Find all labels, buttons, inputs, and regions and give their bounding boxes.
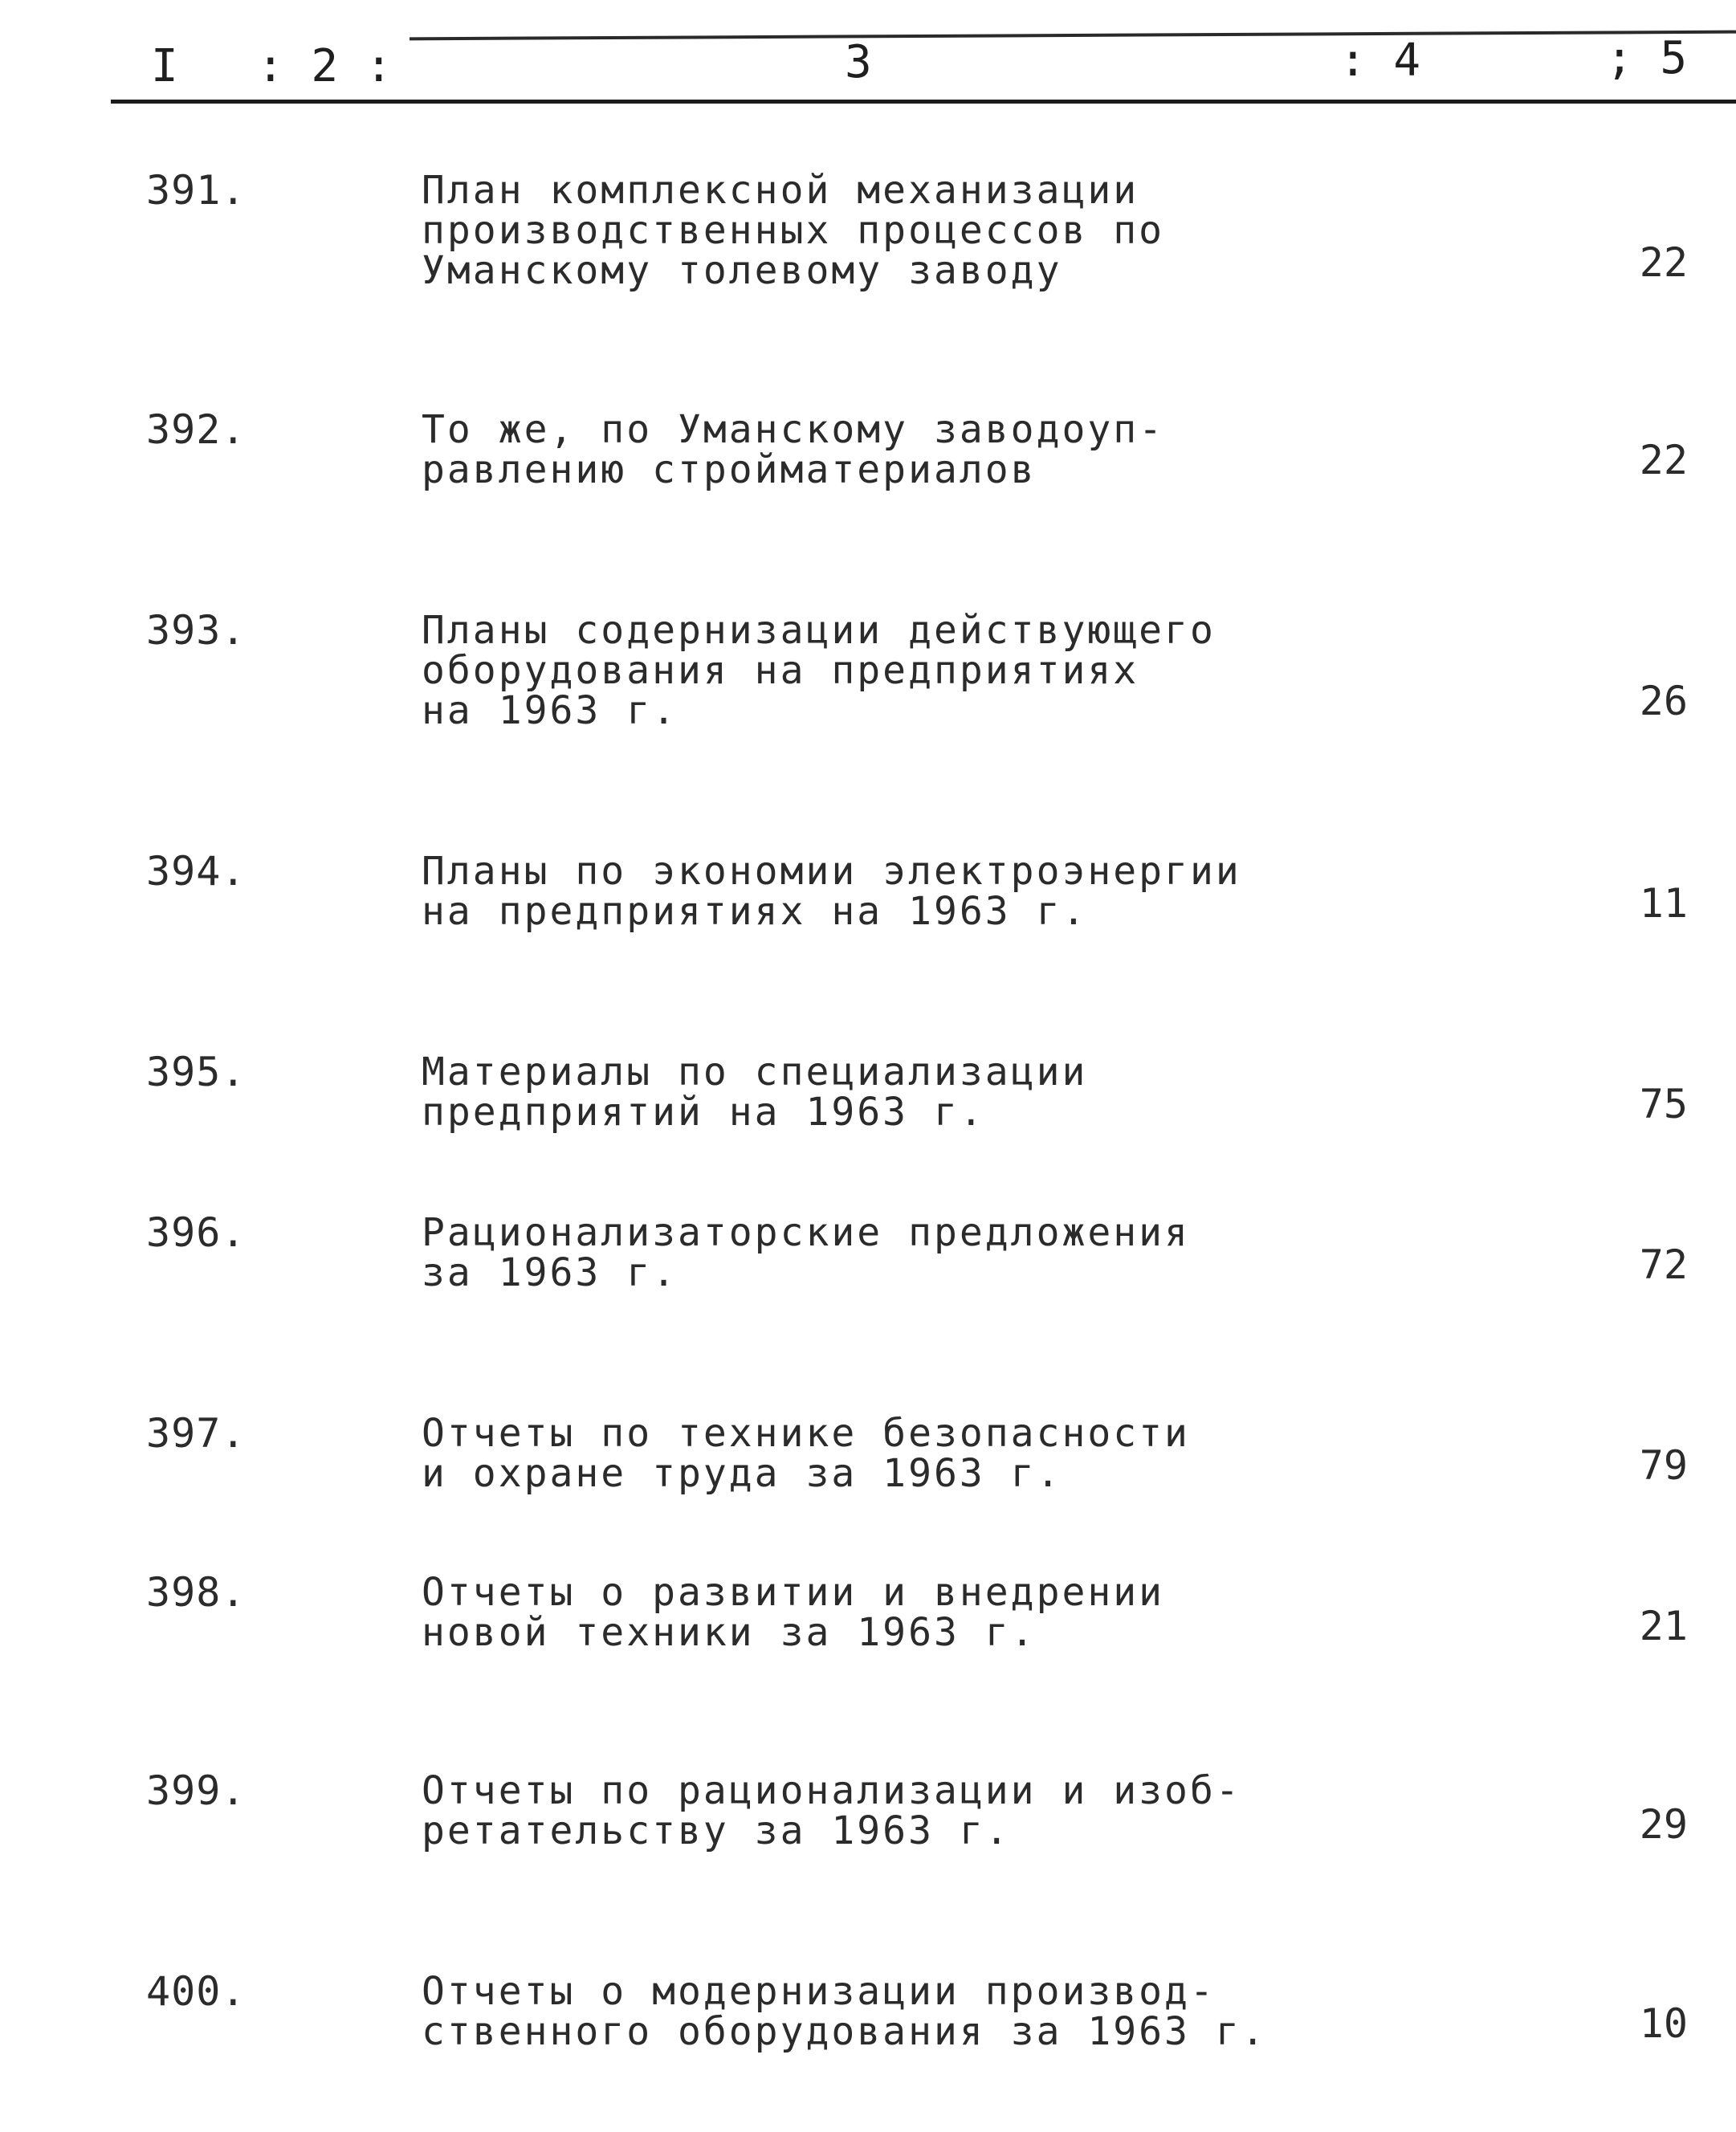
entry-number: 392. bbox=[146, 406, 247, 453]
entry-title: Планы по экономии электроэнергии на предприятиях на 1963 г. bbox=[422, 849, 1241, 934]
entry-title: Материалы по специализации предприятий на 1963 г. bbox=[422, 1050, 1088, 1135]
entry-sheet-count: 21 bbox=[1639, 1603, 1688, 1649]
entry-number: 393. bbox=[146, 607, 247, 654]
header-col-4: : 4 bbox=[1339, 35, 1421, 87]
entry-title: Отчеты о развитии и внедрении новой техники за 1963 г. bbox=[422, 1570, 1165, 1655]
entry-sheet-count: 75 bbox=[1639, 1081, 1688, 1127]
entry-number: 398. bbox=[146, 1569, 247, 1616]
entry-title: Планы содернизации действующего оборудования на предприятиях на 1963 г. bbox=[422, 608, 1216, 733]
header-col-1: I bbox=[151, 40, 178, 92]
header-bottom-rule bbox=[111, 100, 1736, 104]
header-col-5: ; 5 bbox=[1606, 32, 1688, 84]
entry-title: Отчеты по рационализации и изоб- ретательству за 1963 г. bbox=[422, 1768, 1241, 1853]
entry-number: 396. bbox=[146, 1209, 247, 1256]
header-top-rule bbox=[410, 31, 1736, 41]
entry-sheet-count: 26 bbox=[1639, 678, 1688, 724]
header-col-2: : 2 : bbox=[257, 40, 393, 92]
entry-sheet-count: 22 bbox=[1639, 437, 1688, 483]
entry-sheet-count: 72 bbox=[1639, 1241, 1688, 1288]
entry-sheet-count: 22 bbox=[1639, 239, 1688, 286]
entry-title: То же, по Уманскому заводоуп- равлению стройматериалов bbox=[422, 407, 1165, 492]
header-col-3: 3 bbox=[845, 36, 872, 88]
entry-number: 394. bbox=[146, 848, 247, 895]
entry-title: Рационализаторские предложения за 1963 г. bbox=[422, 1210, 1190, 1295]
entry-sheet-count: 10 bbox=[1639, 2000, 1688, 2047]
entry-title: Отчеты по технике безопасности и охране труда за 1963 г. bbox=[422, 1411, 1190, 1496]
entry-sheet-count: 11 bbox=[1639, 880, 1688, 927]
entry-number: 399. bbox=[146, 1767, 247, 1814]
entry-number: 395. bbox=[146, 1049, 247, 1095]
entry-number: 400. bbox=[146, 1968, 247, 2015]
entry-title: План комплексной механизации производственных процессов по Уманскому толевому заводу bbox=[422, 168, 1165, 293]
entry-title: Отчеты о модернизации производ- ственного оборудования за 1963 г. bbox=[422, 1969, 1267, 2054]
entry-sheet-count: 29 bbox=[1639, 1801, 1688, 1848]
entry-sheet-count: 79 bbox=[1639, 1442, 1688, 1489]
entry-number: 397. bbox=[146, 1410, 247, 1457]
entry-number: 391. bbox=[146, 167, 247, 214]
